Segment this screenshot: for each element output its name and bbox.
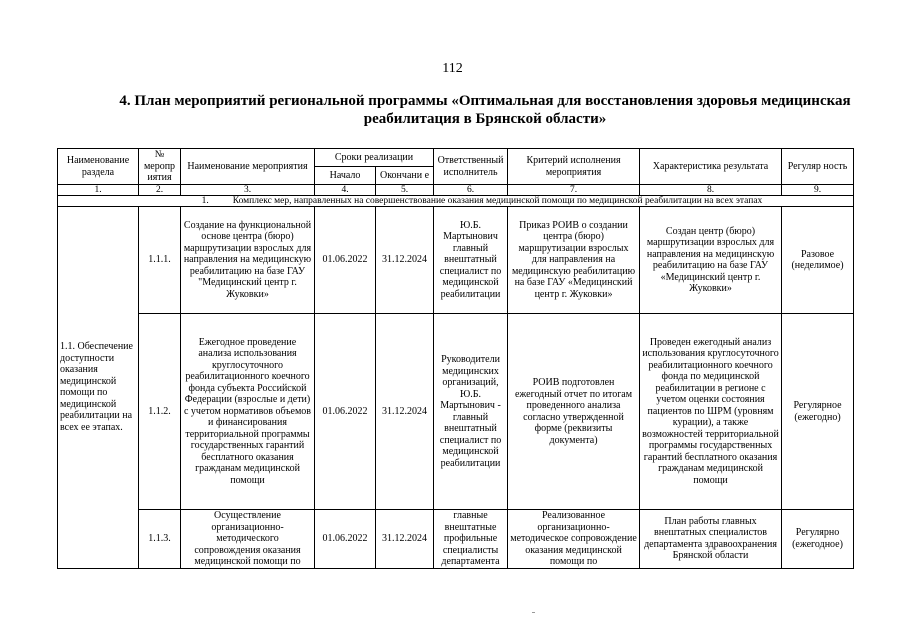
header-number: № меропр иятия	[139, 149, 181, 185]
event-name: Ежегодное проведение анализа использования круглосуточного реабилитационного коечного фонда субъекта Российской Федерации (взрослые и дети) с учетом нормативов объемов и финансирования территориальной программы государственных гарантий бесплатного оказания гражданам медицинской помощи	[181, 314, 315, 510]
result: Проведен ежегодный анализ использования круглосуточного реабилитационного коечного фонда по медицинской реабилитации в регионе с учетом оценки состояния пациентов по ШРМ (уровням курации), а также возможностей территориальной программы государственных гарантий бесплатного оказания гражданам медицинской помощи	[640, 314, 782, 510]
result: Создан центр (бюро) маршрутизации взрослых для направления на медицинскую реабилитацию на базе ГАУ «Медицинский центр г. Жуковки»	[640, 207, 782, 314]
header-end: Окончани е	[376, 167, 434, 185]
plan-table	[57, 148, 854, 569]
document-title	[110, 92, 860, 128]
header-row-1	[58, 149, 854, 167]
end-date: 31.12.2024	[376, 207, 434, 314]
scan-mark	[532, 612, 535, 613]
start-date: 01.06.2022	[315, 510, 376, 569]
header-event-name: Наименование мероприятия	[181, 149, 315, 185]
header-regularity: Регуляр ность	[782, 149, 854, 185]
column-number: 7.	[508, 185, 640, 196]
column-number: 3.	[181, 185, 315, 196]
header-section-name: Наименование раздела	[58, 149, 139, 185]
event-number: 1.1.1.	[139, 207, 181, 314]
event-number: 1.1.3.	[139, 510, 181, 569]
header-result: Характеристика результата	[640, 149, 782, 185]
column-number: 5.	[376, 185, 434, 196]
regularity: Разовое (неделимое)	[782, 207, 854, 314]
table-row	[58, 314, 854, 510]
regularity: Регулярное (ежегодно)	[782, 314, 854, 510]
end-date: 31.12.2024	[376, 510, 434, 569]
event-name: Осуществление организационно-методического сопровождения оказания медицинской помощи по	[181, 510, 315, 569]
responsible: Ю.Б. Мартынович главный внештатный специалист по медицинской реабилитации	[434, 207, 508, 314]
table-row	[58, 207, 854, 314]
table-row	[58, 510, 854, 569]
event-name: Создание на функциональной основе центра (бюро) маршрутизации взрослых для направления на медицинскую реабилитацию на базе ГАУ "Медицинский центр г. Жуковки»	[181, 207, 315, 314]
section-heading	[58, 196, 854, 207]
column-number: 8.	[640, 185, 782, 196]
column-number: 9.	[782, 185, 854, 196]
section-title: Комплекс мер, направленных на совершенствование оказания медицинской помощи по медицинской реабилитации на всех этапах	[232, 196, 763, 206]
subsection-name: 1.1. Обеспечение доступности оказания медицинской помощи по медицинской реабилитации на всех ее этапах.	[58, 207, 139, 569]
header-responsible: Ответственный исполнитель	[434, 149, 508, 185]
column-number: 6.	[434, 185, 508, 196]
column-numbers-row	[58, 185, 854, 196]
start-date: 01.06.2022	[315, 314, 376, 510]
start-date: 01.06.2022	[315, 207, 376, 314]
section-number: 1.	[201, 196, 209, 206]
responsible: Руководители медицинских организаций, Ю.Б. Мартынович - главный внештатный специалист по медицинской реабилитации	[434, 314, 508, 510]
end-date: 31.12.2024	[376, 314, 434, 510]
page-number: 112	[442, 61, 463, 76]
section-row	[58, 196, 854, 207]
column-number: 4.	[315, 185, 376, 196]
header-start: Начало	[315, 167, 376, 185]
title-line-2: реабилитация в Брянской области»	[363, 111, 607, 127]
event-number: 1.1.2.	[139, 314, 181, 510]
result: План работы главных внештатных специалистов департамента здравоохранения Брянской области	[640, 510, 782, 569]
header-criterion: Критерий исполнения мероприятия	[508, 149, 640, 185]
criterion: РОИВ подготовлен ежегодный отчет по итогам проведенного анализа согласно утвержденной форме (реквизиты документа)	[508, 314, 640, 510]
title-line-1: 4. План мероприятий региональной программы «Оптимальная для восстановления здоровья медицинская	[119, 93, 851, 109]
header-terms: Сроки реализации	[315, 149, 434, 167]
criterion: Реализованное организационно-методическое сопровождение оказания медицинской помощи по	[508, 510, 640, 569]
criterion: Приказ РОИВ о создании центра (бюро) маршрутизации взрослых для направления на медицинскую реабилитацию на базе ГАУ «Медицинский центр г. Жуковки»	[508, 207, 640, 314]
responsible: главные внештатные профильные специалисты департамента	[434, 510, 508, 569]
column-number: 1.	[58, 185, 139, 196]
column-number: 2.	[139, 185, 181, 196]
regularity: Регулярно (ежегодное)	[782, 510, 854, 569]
